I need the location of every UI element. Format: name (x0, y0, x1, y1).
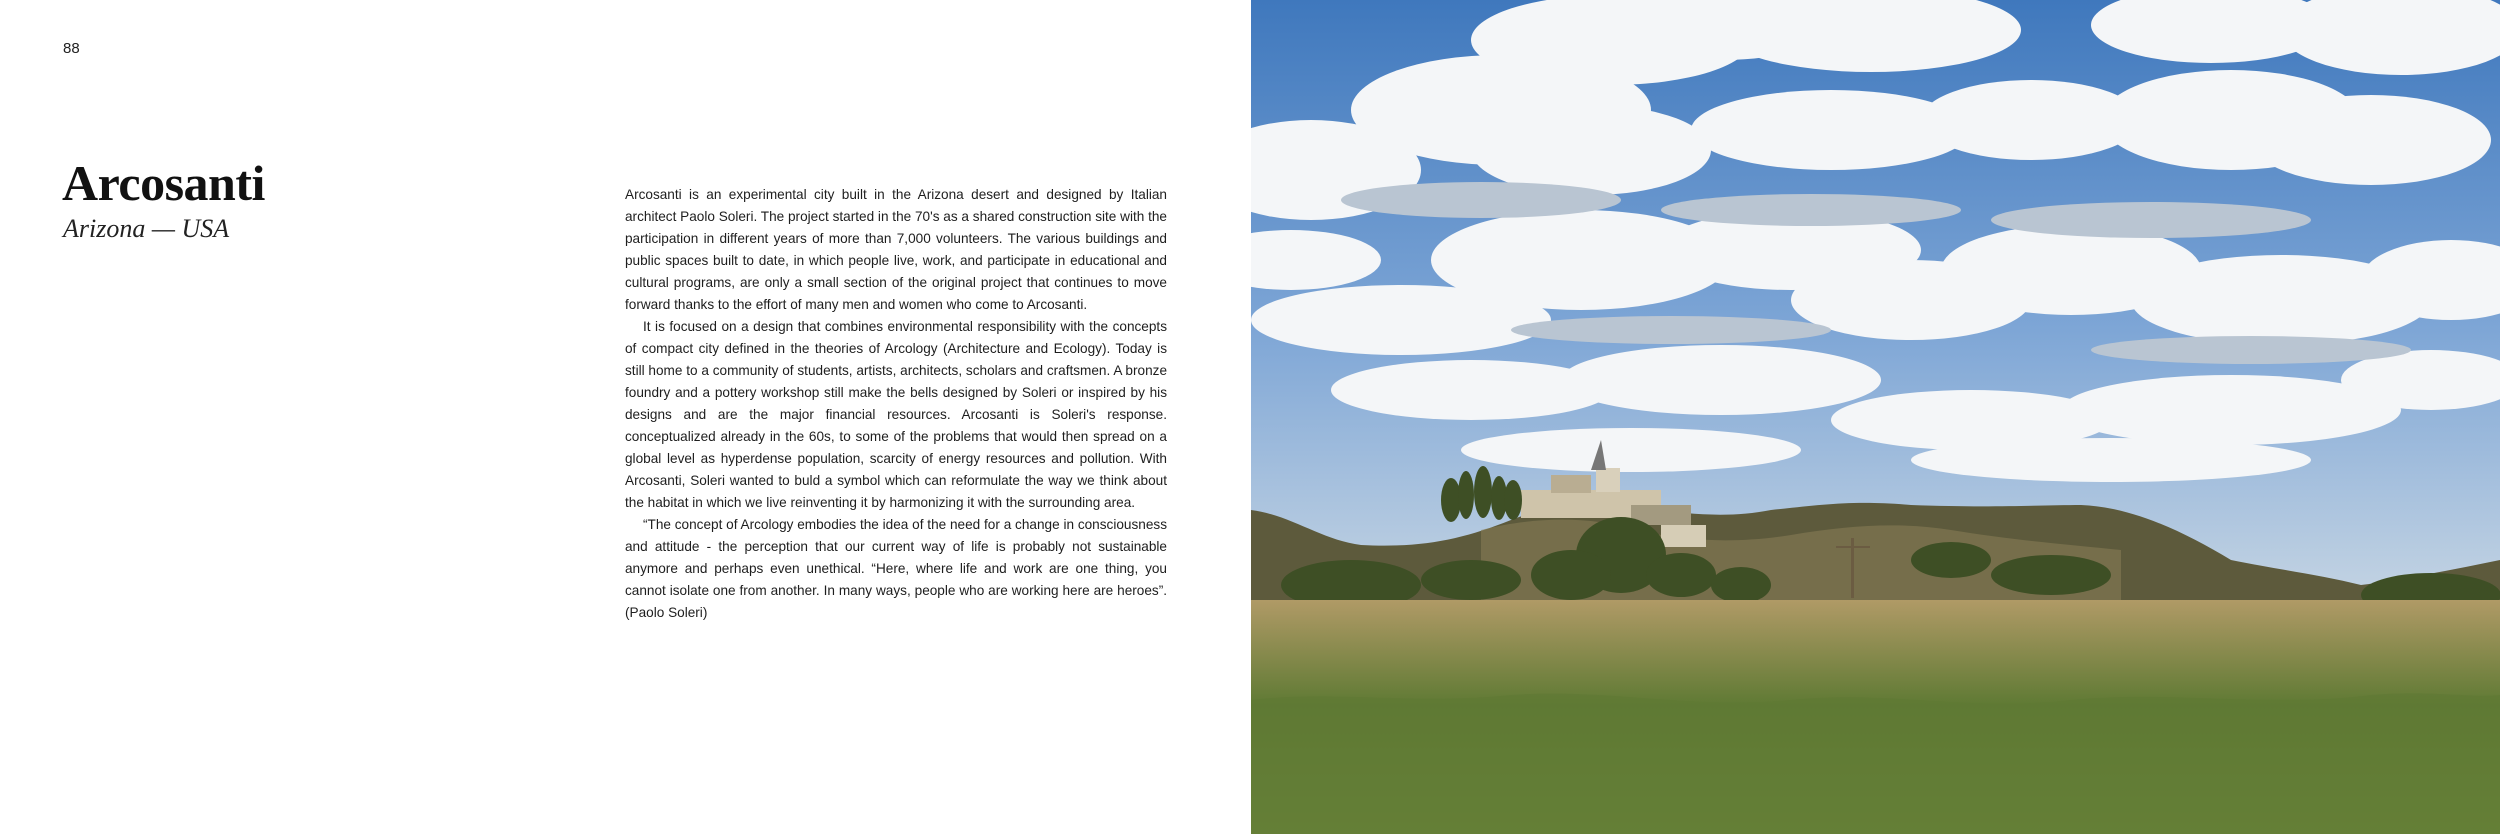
photo-illustration (1251, 0, 2500, 834)
page-number: 88 (63, 40, 80, 57)
body-paragraph-1: Arcosanti is an experimental city built in the Arizona desert and designed by Italian architect Paolo Soleri. The project started in the 70's as a shared construction site with the participation in different years of more than 7,000 volunteers. The various buildings and public spaces built to date, in which people live, work, and participate in educational and cultural programs, are only a small section of the original project that continues to move forward thanks to the effort of many men and women who come to Arcosanti. (625, 187, 1167, 312)
foreground-shrubs (1251, 693, 2500, 834)
arcosanti-landscape-photo (1251, 0, 2500, 834)
body-paragraph-2: It is focused on a design that combines environmental responsibility with the concepts of compact city defined in the theories of Arcology (Architecture and Ecology). Today is still home to a community of students, artists, architects, scholars and craftsmen. A bronze foundry and a pottery workshop still make the bells designed by Soleri or inspired by his designs and are the major financial resources. Arcosanti is Soleri's response. conceptualized already in the 60s, to some of the problems that would then spread on a global level as hyperdense population, scarcity of energy resources and pollution. With Arcosanti, Soleri wanted to buld a symbol which can reformulate the way we think about the habitat in which we live reinventing it by harmonizing it with the surrounding area. (625, 319, 1167, 510)
article-title: Arcosanti (62, 155, 265, 211)
body-paragraph-3: “The concept of Arcology embodies the idea of the need for a change in consciousness and attitude - the perception that our current way of life is probably not sustainable anymore and perhaps even unethical. “Here, where life and work are one thing, you cannot isolate one from another. In many ways, people who are working here are heroes”. (Paolo Soleri) (625, 517, 1167, 620)
article-subtitle: Arizona — USA (63, 214, 230, 243)
article-body (625, 184, 1167, 624)
